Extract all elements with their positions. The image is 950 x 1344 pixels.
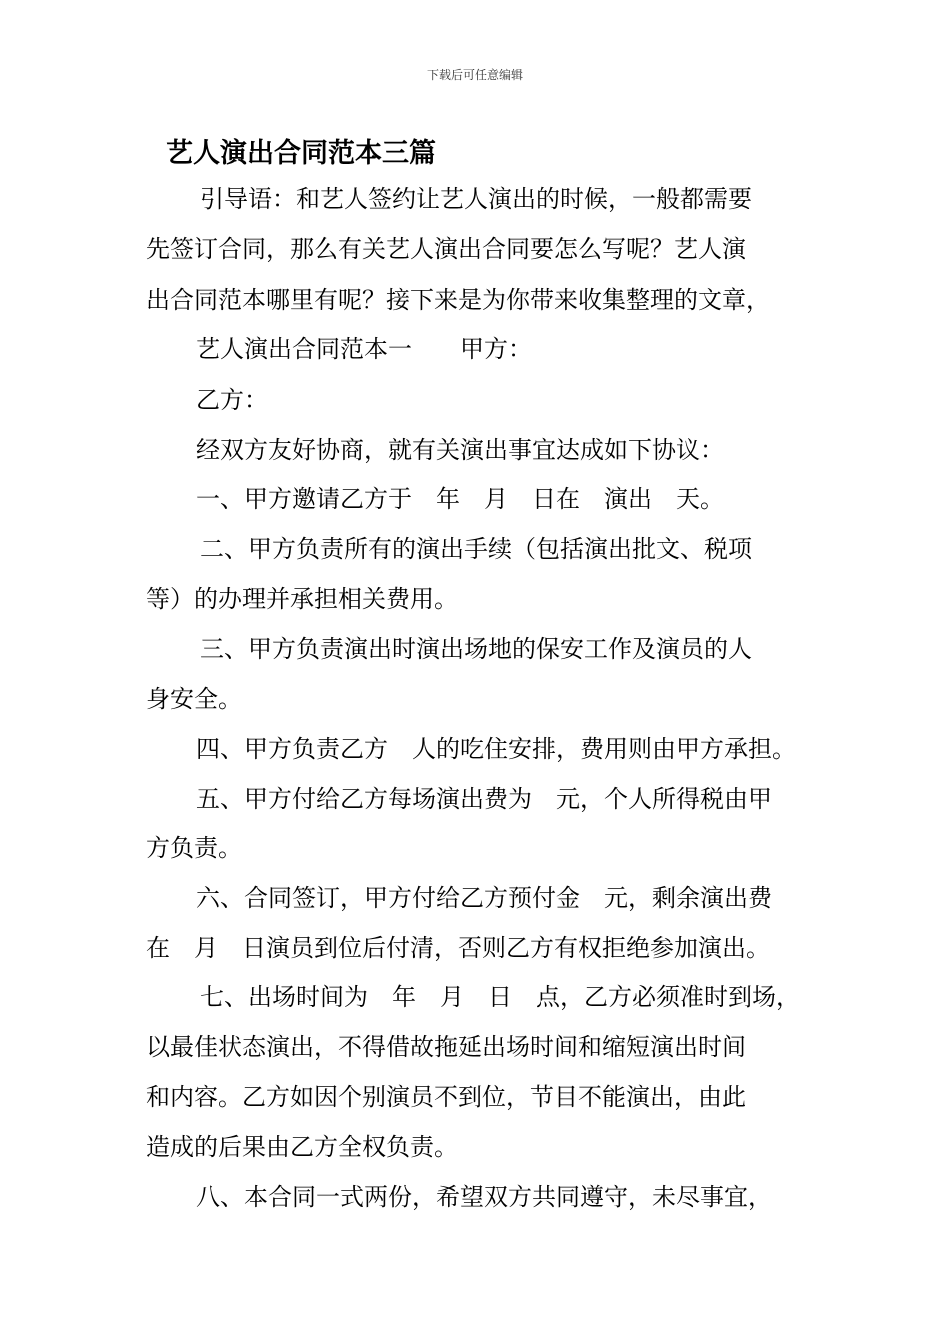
body-line: 引导语：和艺人签约让艺人演出的时候，一般都需要 bbox=[200, 185, 752, 213]
body-line: 七、出场时间为 年 月 日 点，乙方必须准时到场， bbox=[200, 983, 800, 1011]
document-title: 艺人演出合同范本三篇 bbox=[166, 138, 436, 169]
body-line: 二、甲方负责所有的演出手续（包括演出批文、税项 bbox=[200, 535, 752, 563]
body-line: 以最佳状态演出，不得借故拖延出场时间和缩短演出时间 bbox=[146, 1033, 746, 1061]
body-line: 六、合同签订，甲方付给乙方预付金 元，剩余演出费 bbox=[196, 884, 772, 912]
body-line: 四、甲方负责乙方 人的吃住安排，费用则由甲方承担。 bbox=[196, 735, 796, 763]
body-line: 等）的办理并承担相关费用。 bbox=[146, 585, 458, 613]
body-line: 三、甲方负责演出时演出场地的保安工作及演员的人 bbox=[200, 635, 752, 663]
body-line: 方负责。 bbox=[146, 834, 242, 862]
body-line: 艺人演出合同范本一 甲方： bbox=[196, 335, 532, 363]
body-line: 身安全。 bbox=[146, 685, 242, 713]
body-line: 在 月 日演员到位后付清，否则乙方有权拒绝参加演出。 bbox=[146, 934, 770, 962]
body-line: 五、甲方付给乙方每场演出费为 元，个人所得税由甲 bbox=[196, 785, 772, 813]
body-line: 经双方友好协商，就有关演出事宜达成如下协议： bbox=[196, 436, 724, 464]
body-line: 先签订合同，那么有关艺人演出合同要怎么写呢？艺人演 bbox=[146, 235, 746, 263]
header-note: 下载后可任意编辑 bbox=[426, 68, 523, 82]
body-line: 出合同范本哪里有呢？接下来是为你带来收集整理的文章， bbox=[146, 286, 770, 314]
body-line: 和内容。乙方如因个别演员不到位，节目不能演出，由此 bbox=[146, 1083, 746, 1111]
body-line: 八、本合同一式两份，希望双方共同遵守，未尽事宜， bbox=[196, 1183, 772, 1211]
body-line: 一、甲方邀请乙方于 年 月 日在 演出 天。 bbox=[196, 485, 724, 513]
body-line: 乙方： bbox=[196, 386, 268, 414]
body-line: 造成的后果由乙方全权负责。 bbox=[146, 1133, 458, 1161]
